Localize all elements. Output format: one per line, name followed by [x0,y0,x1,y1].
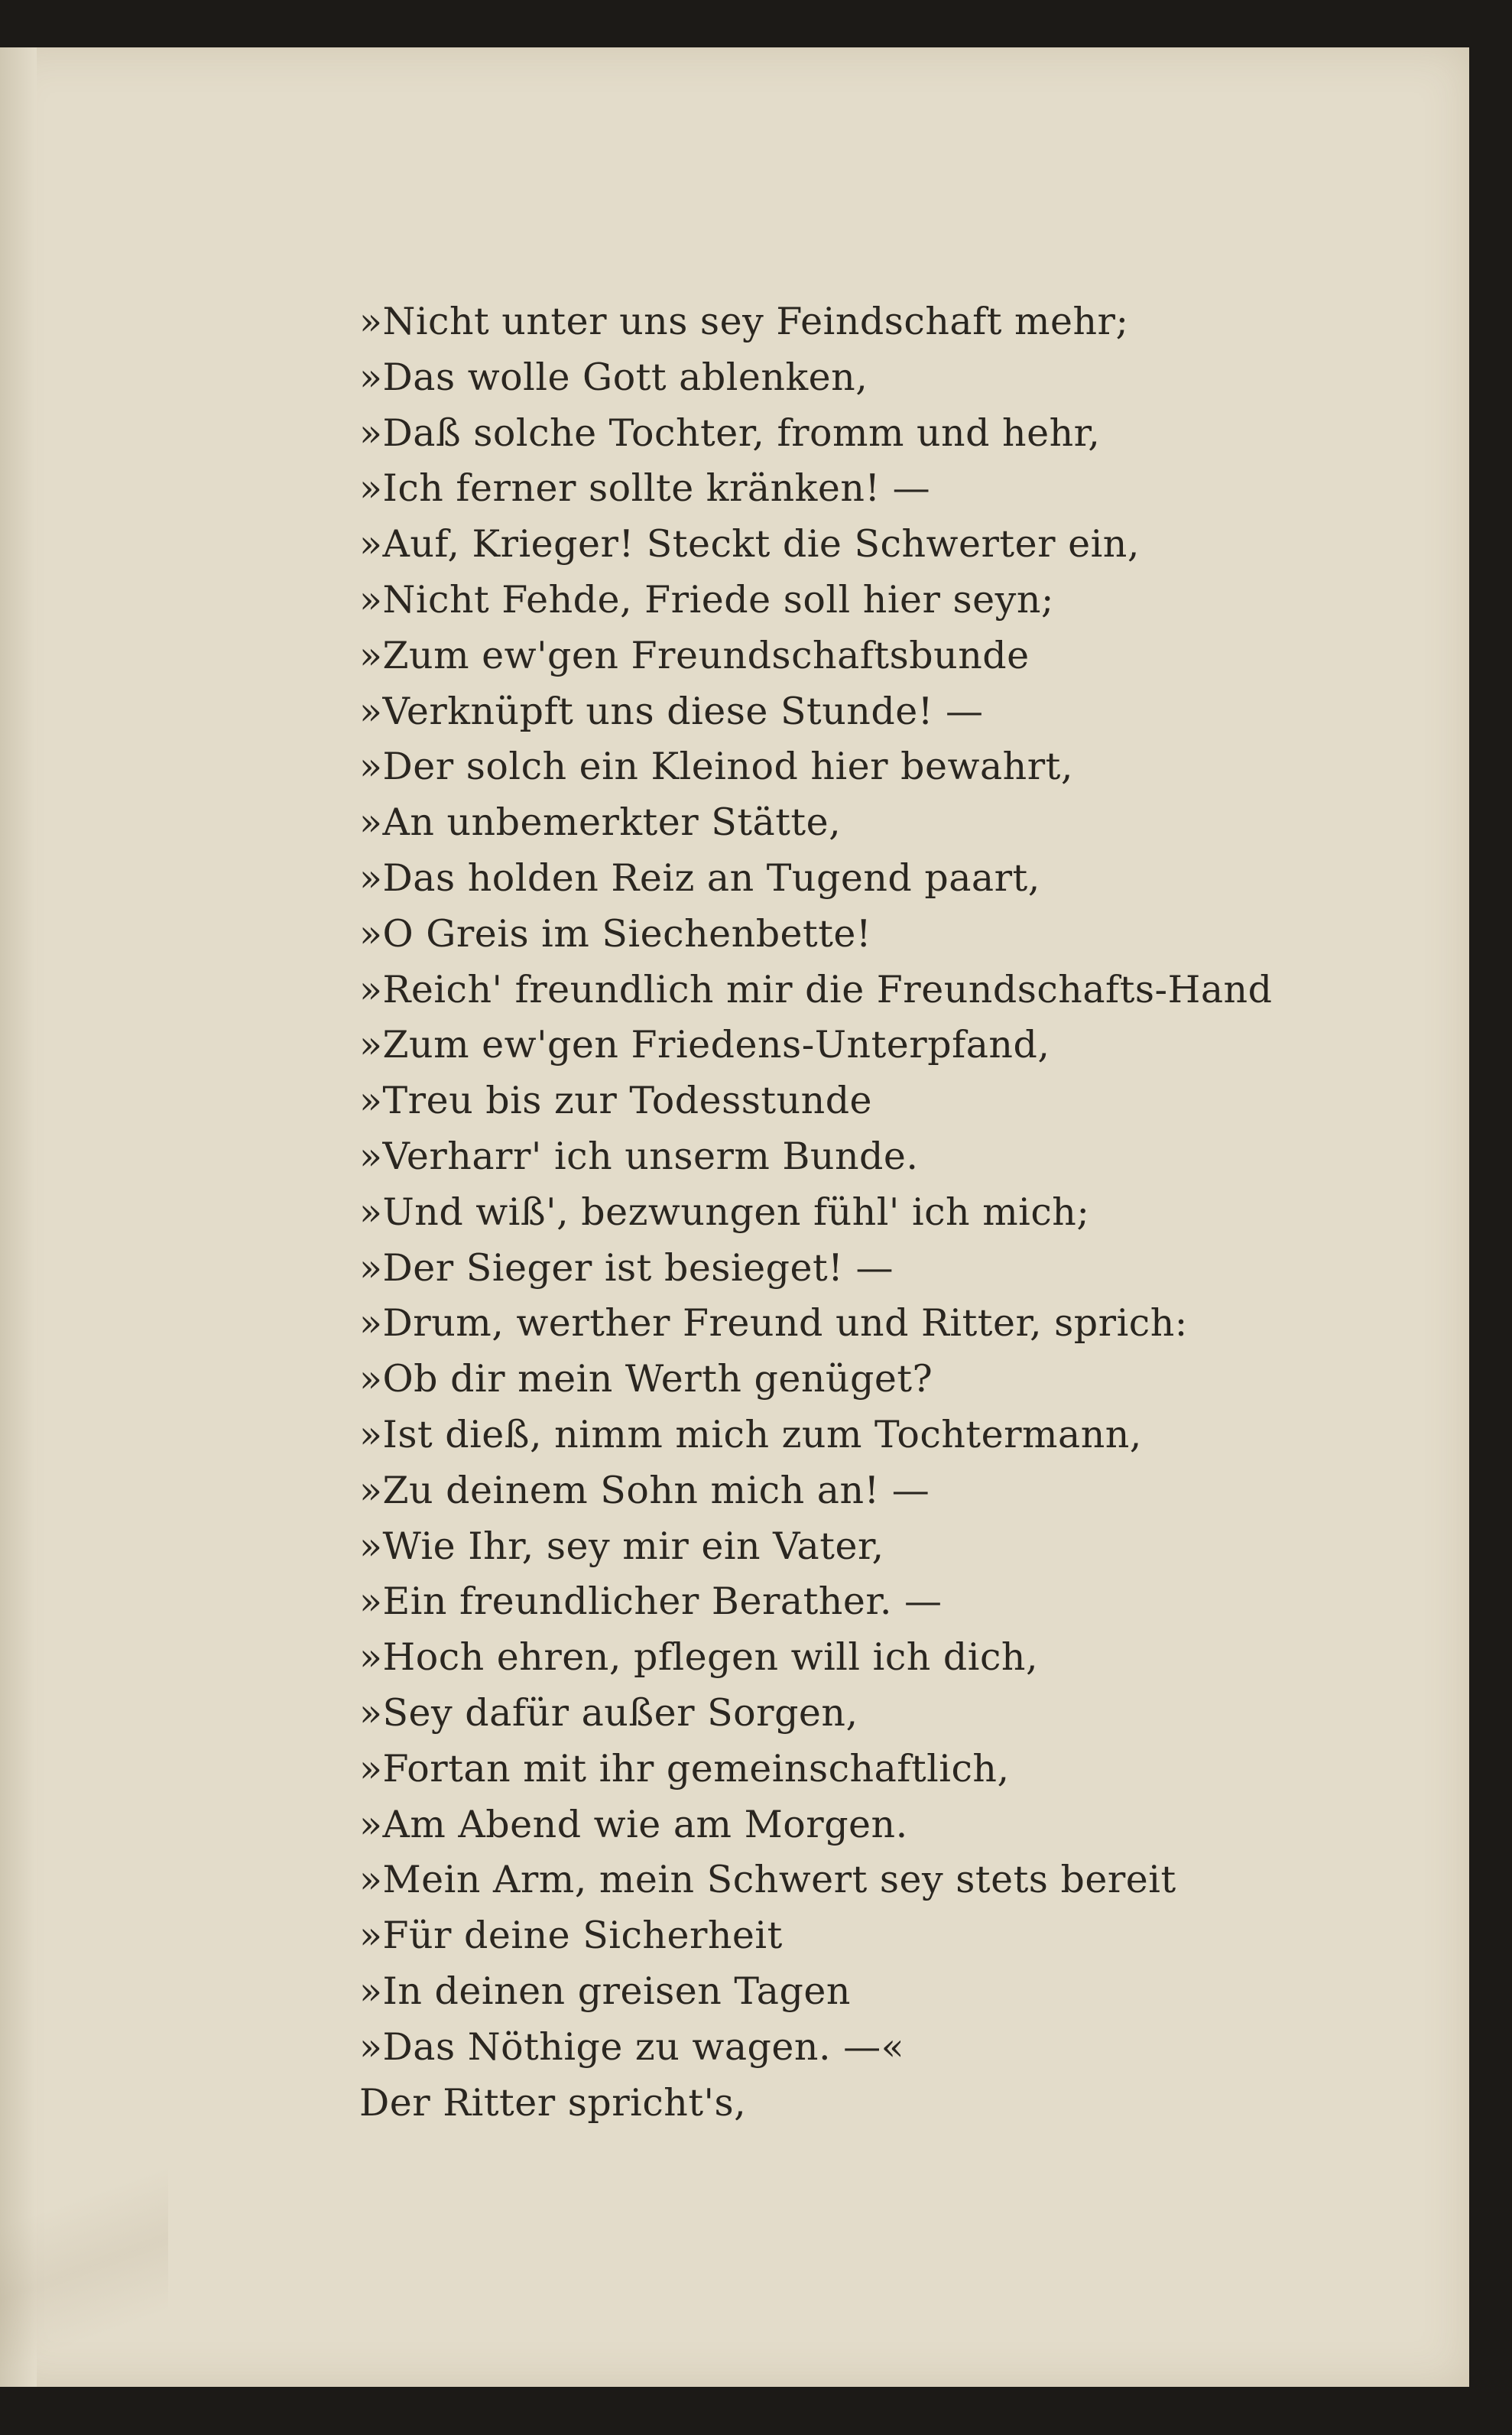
paper-crease [0,2079,168,2385]
verse-line: »Ein freundlicher Berather. — [359,1580,943,1624]
poem-text [359,294,1384,2131]
verse-line: »Der Sieger ist besieget! — [359,1245,894,1290]
verse-line: »Ich ferner sollte kränken! — [359,466,931,511]
verse-line: »Das wolle Gott ablenken, [359,355,868,399]
verse-line: »Zu deinem Sohn mich an! — [359,1468,930,1512]
verse-line: »Zum ew'gen Friedens-Unterpfand, [359,1023,1050,1067]
verse-line: »Auf, Krieger! Steckt die Schwerter ein, [359,522,1140,567]
verse-line: »Fortan mit ihr gemeinschaftlich, [359,1746,1010,1791]
verse-line: »Für deine Sicherheit [359,1914,783,1958]
verse-line: »Der solch ein Kleinod hier bewahrt, [359,745,1073,789]
verse-line: »Zum ew'gen Freundschaftsbunde [359,633,1030,677]
verse-line: »Drum, werther Freund und Ritter, sprich: [359,1301,1188,1346]
verse-line: »An unbemerkter Stätte, [359,800,842,845]
verse-line: »Und wiß', bezwungen fühl' ich mich; [359,1190,1090,1234]
verse-line: »Verharr' ich unserm Bunde. [359,1134,919,1178]
verse-line: »Reich' freundlich mir die Freundschafts-Hand [359,967,1273,1011]
verse-line: »Nicht Fehde, Friede soll hier seyn; [359,577,1054,622]
verse-line: »Mein Arm, mein Schwert sey stets bereit [359,1858,1176,1902]
verse-line: »Nicht unter uns sey Feindschaft mehr; [359,300,1129,343]
verse-line: »O Greis im Siechenbette! [359,911,872,956]
verse-line: »Sey dafür außer Sorgen, [359,1690,858,1735]
verse-line: »Ist dieß, nimm mich zum Tochtermann, [359,1412,1142,1456]
verse-line: »Am Abend wie am Morgen. [359,1802,908,1846]
book-gutter [0,47,37,2387]
verse-line: Der Ritter spricht's, [359,2080,747,2125]
verse-line: »In deinen greisen Tagen [359,1969,851,2013]
verse-line: »Daß solche Tochter, fromm und hehr, [359,411,1101,455]
verse-line: »Hoch ehren, pflegen will ich dich, [359,1635,1039,1680]
verse-line: »Verknüpft uns diese Stunde! — [359,689,984,733]
verse-line: »Wie Ihr, sey mir ein Vater, [359,1524,884,1568]
verse-line: »Ob dir mein Werth genüget? [359,1357,933,1401]
verse-line: »Das Nöthige zu wagen. —« [359,2024,905,2069]
verse-line: »Treu bis zur Todesstunde [359,1079,873,1123]
verse-line: »Das holden Reiz an Tugend paart, [359,855,1040,900]
